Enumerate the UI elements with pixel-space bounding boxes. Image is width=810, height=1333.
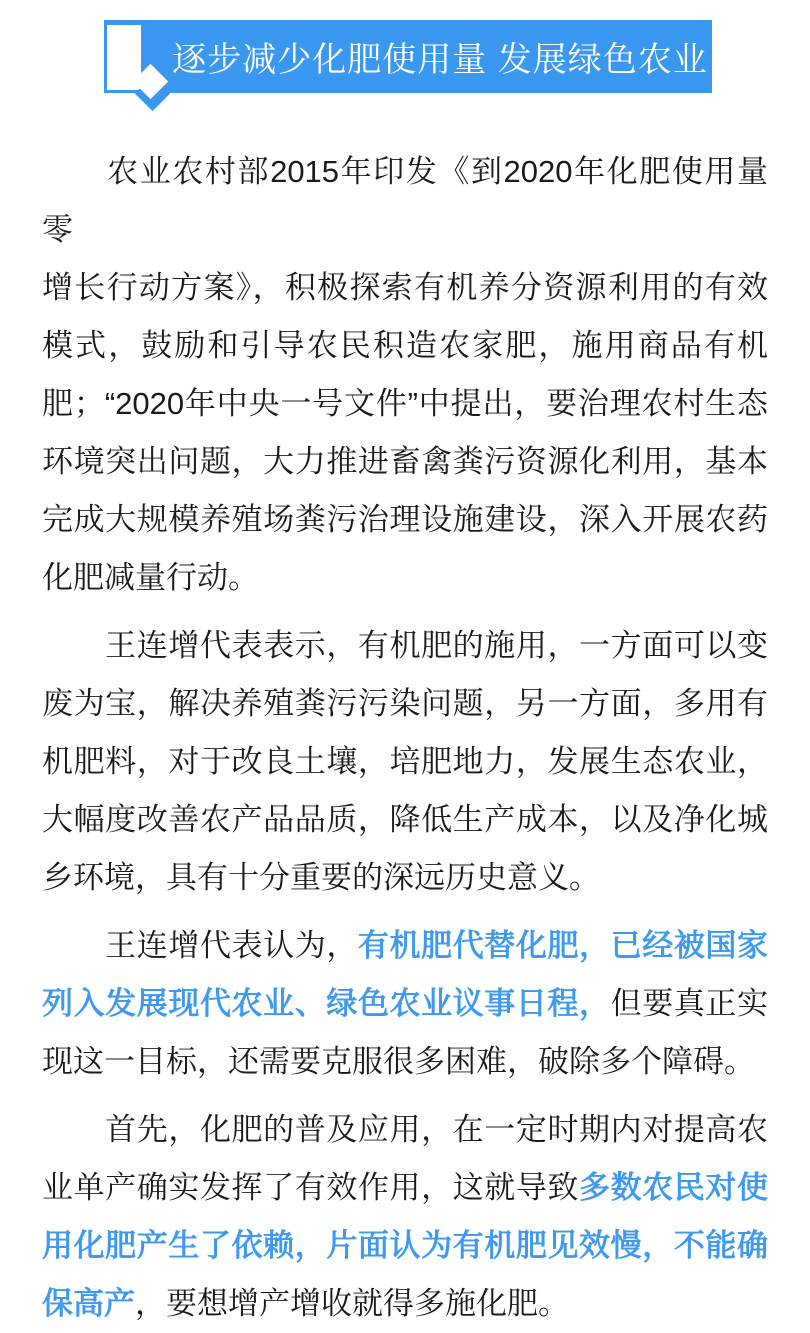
text-line [42, 1217, 768, 1275]
text-run: 废为宝，解决养殖粪污污染问题，另一方面，多用有 [42, 686, 768, 721]
text-line [42, 917, 768, 975]
text-line [42, 433, 768, 491]
highlight-run: 有机肥代替化肥，已经被国家 [357, 928, 769, 963]
text-run: 增长行动方案》，积极探索有机养分资源利用的有效 [42, 270, 768, 305]
highlight-run: 保高产 [42, 1286, 135, 1321]
text-line [42, 733, 768, 791]
paragraph [42, 1101, 768, 1333]
text-line [42, 849, 768, 907]
paragraph [42, 617, 768, 907]
text-run: 乡环境，具有十分重要的深远历史意义。 [42, 860, 600, 895]
paragraph [42, 917, 768, 1091]
text-line [42, 1159, 768, 1217]
text-line [42, 375, 768, 433]
text-line [42, 675, 768, 733]
text-line [42, 975, 768, 1033]
text-run: ，要想增产增收就得多施化肥。 [135, 1286, 569, 1321]
text-line [42, 259, 768, 317]
text-run: 机肥料，对于改良土壤，培肥地力，发展生态农业， [42, 744, 768, 779]
paragraph [42, 143, 768, 607]
text-line [42, 549, 768, 607]
text-run: 模式，鼓励和引导农民积造农家肥，施用商品有机 [42, 328, 768, 363]
text-run: 但要真正实 [610, 986, 769, 1021]
article-body [42, 143, 768, 1333]
text-line [42, 491, 768, 549]
section-banner [104, 20, 712, 93]
highlight-run: 多数农民对使 [579, 1170, 769, 1205]
text-line [42, 317, 768, 375]
text-run: 完成大规模养殖场粪污治理设施建设，深入开展农药 [42, 502, 768, 537]
text-line [42, 143, 768, 259]
text-run: 王连增代表认为， [42, 928, 358, 963]
text-run: 现这一目标，还需要克服很多困难，破除多个障碍。 [42, 1044, 755, 1079]
text-line [42, 1275, 768, 1333]
text-run: 业单产确实发挥了有效作用，这就导致 [42, 1170, 580, 1205]
text-line [42, 617, 768, 675]
text-run: 肥；“2020年中央一号文件”中提出，要治理农村生态 [42, 386, 768, 421]
highlight-run: 用化肥产生了依赖，片面认为有机肥见效慢，不能确 [42, 1228, 768, 1263]
section-title: 逐步减少化肥使用量 发展绿色农业 [172, 41, 708, 79]
text-run: 大幅度改善农产品品质，降低生产成本，以及净化城 [42, 802, 768, 837]
text-run: 首先，化肥的普及应用，在一定时期内对提高农 [42, 1112, 768, 1147]
text-run: 环境突出问题，大力推进畜禽粪污资源化利用，基本 [42, 444, 768, 479]
text-run: 农业农村部2015年印发《到2020年化肥使用量零 [42, 154, 768, 247]
text-line [42, 1033, 768, 1091]
highlight-run: 列入发展现代农业、绿色农业议事日程， [42, 986, 611, 1021]
text-run: 王连增代表表示，有机肥的施用，一方面可以变 [42, 628, 768, 663]
text-run: 化肥减量行动。 [42, 560, 259, 595]
text-line [42, 791, 768, 849]
text-line [42, 1101, 768, 1159]
